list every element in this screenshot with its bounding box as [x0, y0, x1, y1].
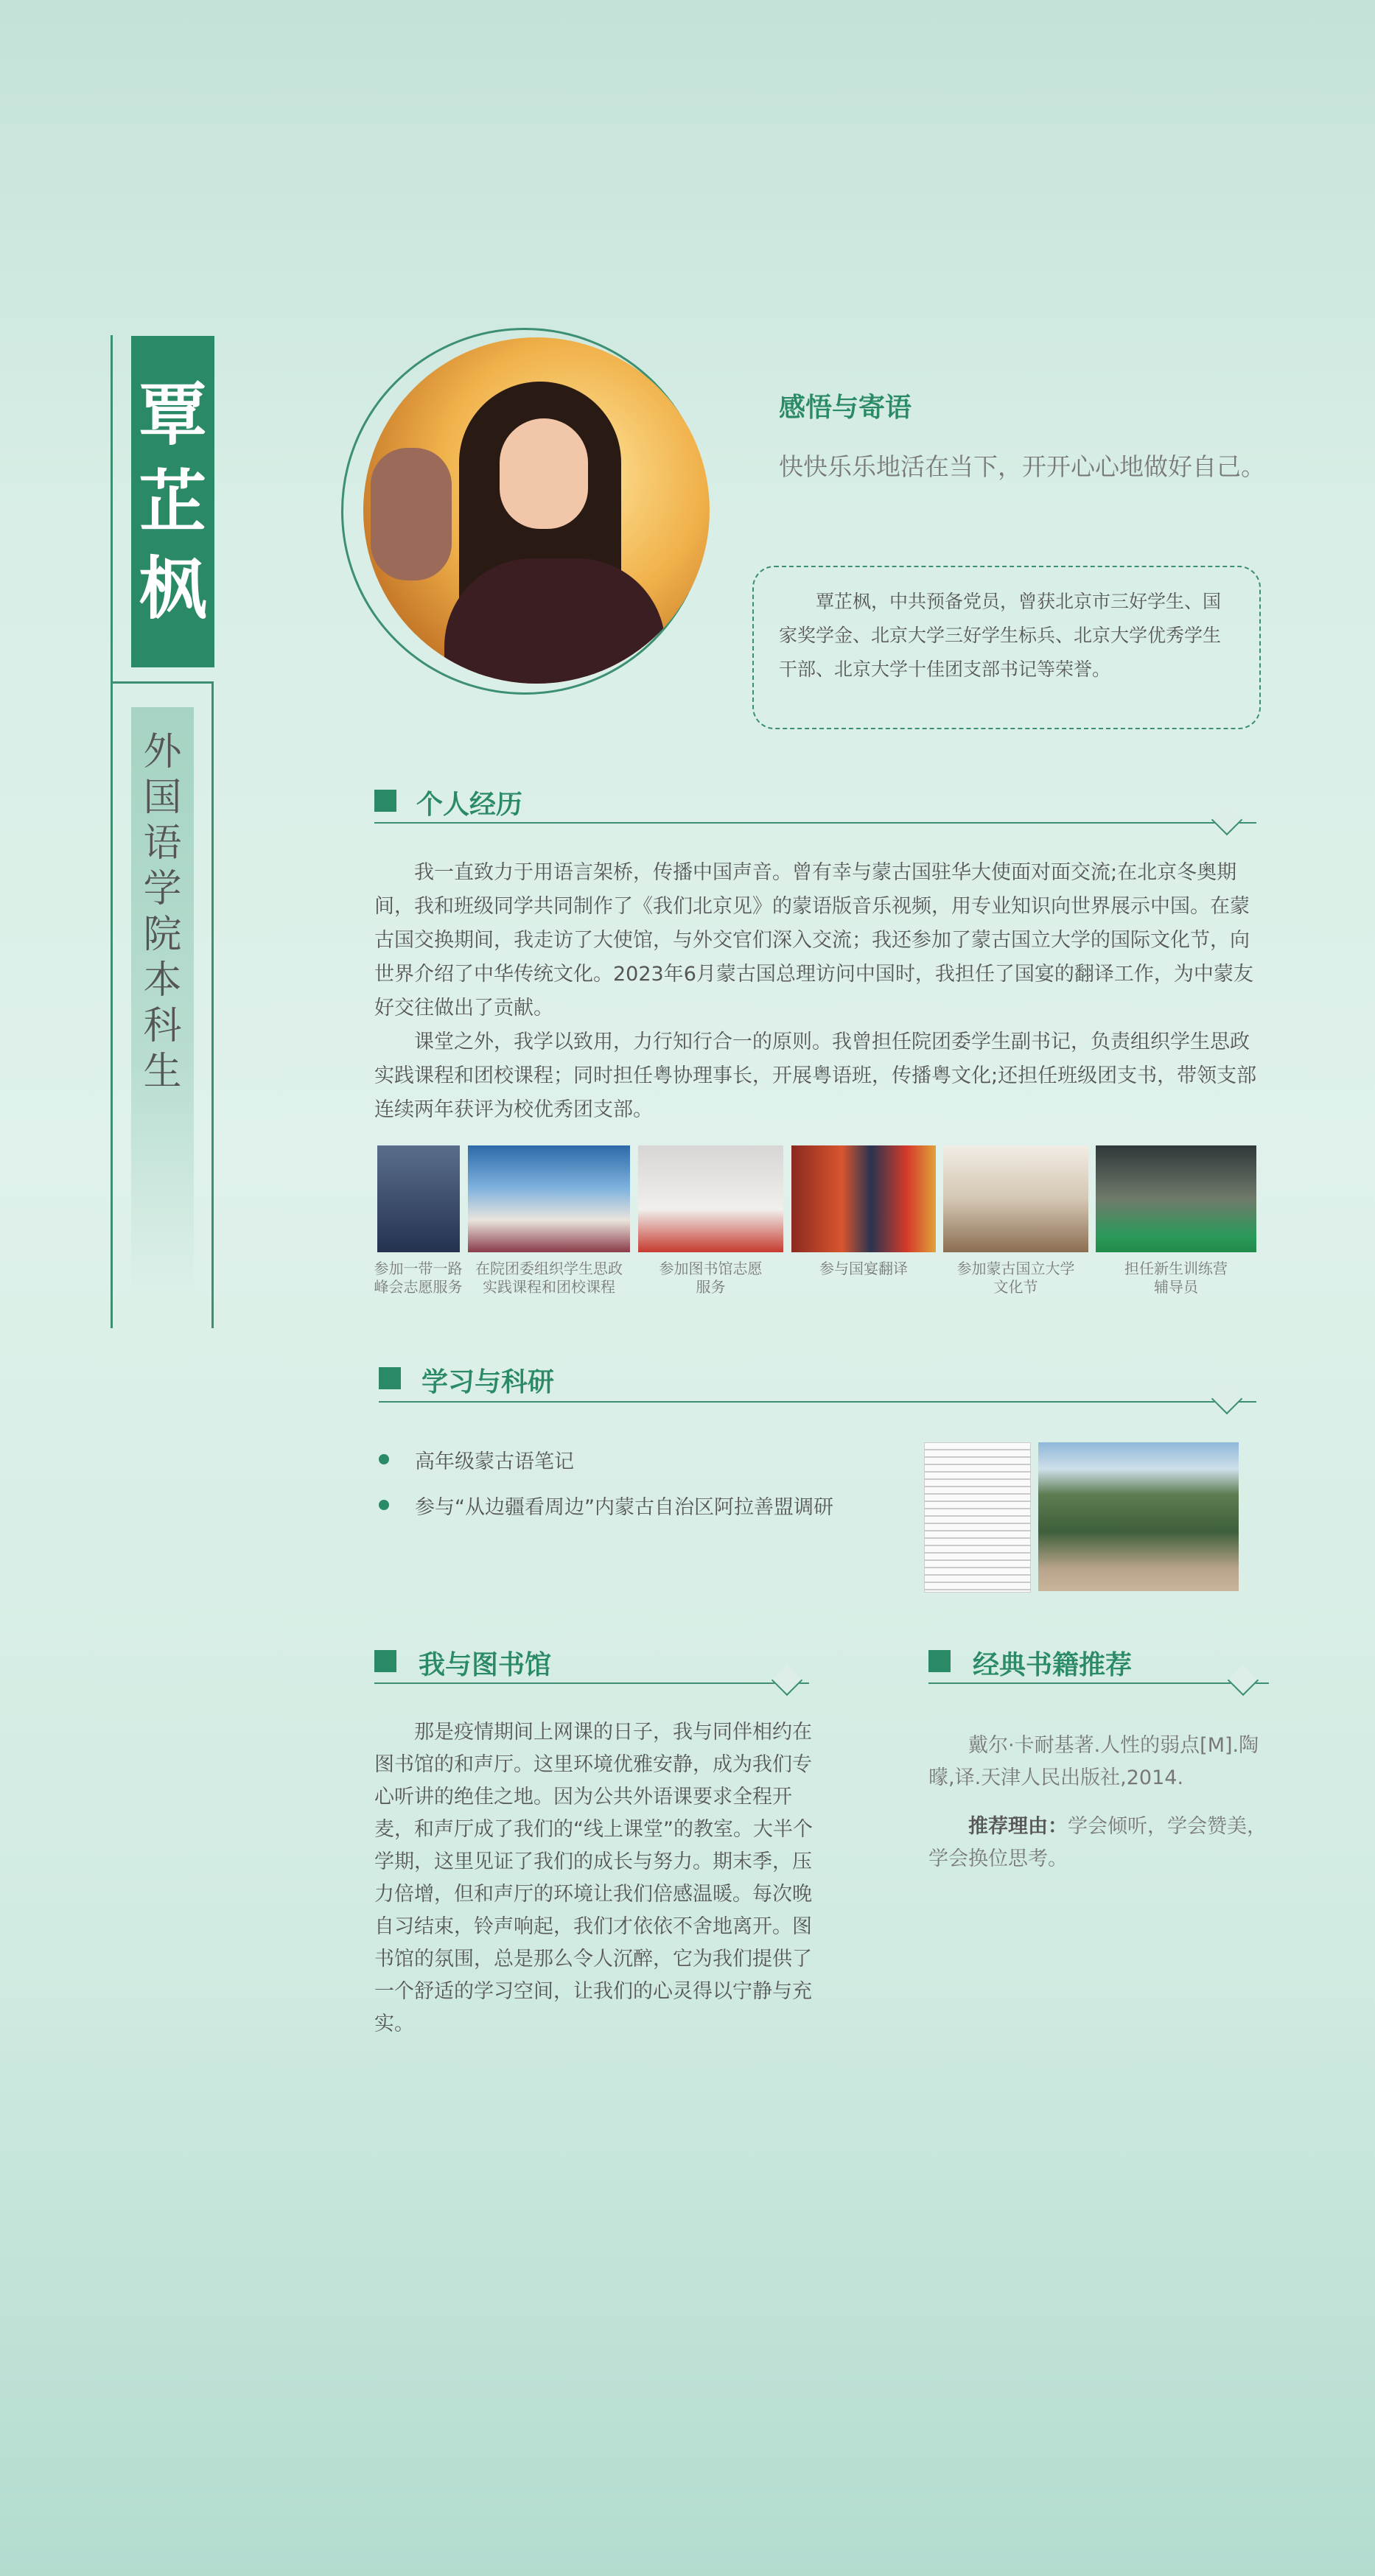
section-line: [379, 1401, 1256, 1403]
section-notch: [1211, 804, 1242, 835]
section-title-research: 学习与科研: [421, 1366, 555, 1397]
experience-body: [374, 856, 1262, 1127]
section-title-library: 我与图书馆: [419, 1649, 552, 1680]
school-char: 本: [143, 958, 182, 1003]
intro-box: 覃芷枫，中共预备党员，曾获北京市三好学生、国家奖学金、北京大学三好学生标兵、北京大学优秀学生干部、北京大学十佳团支部书记等荣誉。: [752, 566, 1261, 729]
student-name: [131, 336, 214, 667]
photo-caption: 参加蒙古国立大学 文化节: [956, 1260, 1075, 1296]
avatar-photo: [363, 337, 710, 684]
school-char: 科: [143, 1004, 182, 1048]
school-char: 外: [143, 730, 182, 774]
section-marker: [374, 1650, 396, 1672]
school-label: [131, 707, 194, 1296]
school-char: 国: [143, 776, 182, 820]
name-frame-right-line: [211, 681, 214, 1328]
photo-freshman-camp: [1096, 1145, 1256, 1252]
school-char: 院: [143, 913, 182, 957]
quote-title: 感悟与寄语: [779, 392, 912, 423]
section-line: [374, 822, 1256, 824]
photo-course: [468, 1145, 630, 1252]
section-title-experience: 个人经历: [416, 789, 523, 820]
section-notch: [1228, 1665, 1259, 1696]
name-char: 覃: [139, 375, 207, 455]
photo-caption: 在院团委组织学生思政 实践课程和团校课程: [475, 1260, 623, 1296]
section-line: [928, 1682, 1269, 1684]
photo-notes: [924, 1442, 1031, 1593]
section-marker: [928, 1650, 951, 1672]
research-item: 参与“从边疆看周边”内蒙古自治区阿拉善盟调研: [415, 1496, 833, 1519]
book-reason: [928, 1811, 1278, 1875]
section-title-books: 经典书籍推荐: [973, 1649, 1133, 1680]
book-reason-label: 推荐理由：: [968, 1815, 1068, 1838]
name-char: 芷: [139, 462, 207, 541]
photo-caption: 参加一带一路 峰会志愿服务: [374, 1260, 463, 1296]
section-line: [374, 1682, 809, 1684]
experience-paragraph: 课堂之外，我学以致用，力行知行合一的原则。我曾担任院团委学生副书记，负责组织学生思政实践课程和团校课程；同时担任粤协理事长，开展粤语班，传播粤文化;还担任班级团支书，带领支部连续两年获评为校优秀团支部。: [374, 1031, 1257, 1121]
photo-caption: 担任新生训练营 辅导员: [1124, 1260, 1228, 1296]
school-char: 生: [143, 1050, 182, 1094]
book-reason-text: 学会倾听，学会赞美，学会换位思考。: [928, 1815, 1267, 1870]
section-marker: [379, 1367, 401, 1389]
photo-culture-festival: [943, 1145, 1088, 1252]
section-marker: [374, 790, 396, 812]
section-notch: [1211, 1383, 1242, 1414]
photo-caption: 参加图书馆志愿 服务: [659, 1260, 763, 1296]
name-char: 枫: [139, 549, 207, 628]
book-citation: 戴尔·卡耐基著.人性的弱点[M].陶曚,译.天津人民出版社,2014.: [928, 1734, 1259, 1789]
photo-state-banquet: [791, 1145, 936, 1252]
photo-field-research: [1038, 1442, 1239, 1591]
photo-library-volunteer: [638, 1145, 783, 1252]
school-char: 语: [143, 821, 182, 866]
research-item: 高年级蒙古语笔记: [415, 1450, 574, 1473]
photo-belt-road: [377, 1145, 460, 1252]
school-char: 学: [143, 867, 182, 911]
section-notch: [772, 1665, 802, 1696]
bullet-dot: [379, 1454, 389, 1464]
library-text: 那是疫情期间上网课的日子，我与同伴相约在图书馆的和声厅。这里环境优雅安静，成为我们专心听讲的绝佳之地。因为公共外语课要求全程开麦，和声厅成了我们的“线上课堂”的教室。大半个学期，这里见证了我们的成长与努力。期末季，压力倍增，但和声厅的环境让我们倍感温暖。每次晚自习结束，铃声响起，我们才依依不舍地离开。图书馆的氛围，总是那么令人沉醉，它为我们提供了一个舒适的学习空间，让我们的心灵得以宁静与充实。: [374, 1721, 813, 2035]
bullet-dot: [379, 1500, 389, 1510]
experience-paragraph: 我一直致力于用语言架桥，传播中国声音。曾有幸与蒙古国驻华大使面对面交流;在北京冬奥期间，我和班级同学共同制作了《我们北京见》的蒙语版音乐视频，用专业知识向世界展示中国。在蒙古国交换期间，我走访了大使馆，与外交官们深入交流；我还参加了蒙古国立大学的国际文化节，向世界介绍了中华传统文化。2023年6月蒙古国总理访问中国时，我担任了国宴的翻译工作，为中蒙友好交往做出了贡献。: [374, 861, 1253, 1019]
photo-caption: 参与国宴翻译: [819, 1260, 908, 1277]
quote-text: 快快乐乐地活在当下，开开心心地做好自己。: [779, 452, 1265, 481]
name-frame-divider: [111, 681, 214, 684]
